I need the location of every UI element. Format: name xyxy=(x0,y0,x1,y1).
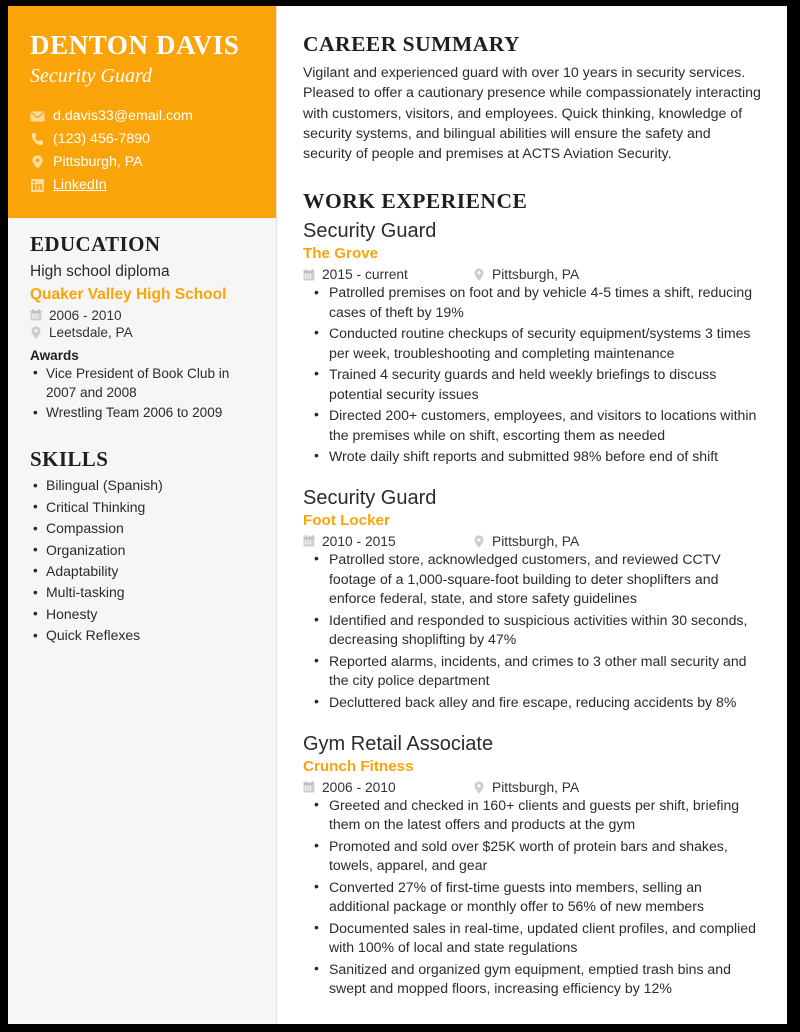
education-location-row xyxy=(30,325,254,340)
sidebar-header xyxy=(8,6,276,218)
contact-location xyxy=(30,152,254,173)
list-item: • Promoted and sold over $25K worth of protein bars and shakes, towels, apparel, and gear xyxy=(303,837,761,876)
job-location-item xyxy=(473,267,579,282)
location-pin-icon xyxy=(473,268,485,281)
location-pin-icon xyxy=(473,781,485,794)
main-content xyxy=(277,6,787,1024)
list-item: • Conducted routine checkups of security equipment/systems 3 times per week, troubleshooting and completing maintenance xyxy=(303,324,761,363)
email-icon xyxy=(30,111,45,122)
sidebar xyxy=(8,6,277,1024)
candidate-name: DENTON DAVIS xyxy=(30,30,240,60)
career-summary-section xyxy=(303,32,761,164)
location-pin-icon xyxy=(30,155,45,169)
linkedin-icon xyxy=(30,179,45,192)
list-item: • Decluttered back alley and fire escape, reducing accidents by 8% xyxy=(303,693,761,713)
job-entry xyxy=(303,218,761,466)
job-role: Security Guard xyxy=(303,487,437,510)
list-item: • Bilingual (Spanish) xyxy=(30,476,254,496)
education-location: Leetsdale, PA xyxy=(49,324,133,340)
career-summary-heading: CAREER SUMMARY xyxy=(303,32,521,56)
job-role: Security Guard xyxy=(303,220,437,243)
list-item: • Honesty xyxy=(30,605,254,625)
job-bullets xyxy=(303,796,761,999)
list-item: • Sanitized and organized gym equipment, emptied trash bins and swept and mopped floors, increasing efficiency by 12% xyxy=(303,960,761,999)
resume-page xyxy=(8,6,787,1024)
calendar-icon xyxy=(30,309,42,321)
sidebar-body xyxy=(8,218,276,1024)
education-dates: 2006 - 2010 xyxy=(49,307,122,323)
job-dates: 2015 - current xyxy=(322,267,408,282)
job-company: Crunch Fitness xyxy=(303,758,414,776)
job-location-item xyxy=(473,780,579,795)
calendar-icon xyxy=(303,269,315,281)
work-experience-heading: WORK EXPERIENCE xyxy=(303,189,528,214)
list-item: • Patrolled premises on foot and by vehicle 4-5 times a shift, reducing cases of theft by 19% xyxy=(303,283,761,322)
skills-list xyxy=(30,476,254,646)
skills-heading: SKILLS xyxy=(30,447,109,472)
job-company: Foot Locker xyxy=(303,512,390,530)
education-dates-row xyxy=(30,308,254,323)
list-item: • Organization xyxy=(30,541,254,561)
job-company: The Grove xyxy=(303,245,379,263)
list-item: • Wrote daily shift reports and submitted 98% before end of shift xyxy=(303,447,761,467)
job-role: Gym Retail Associate xyxy=(303,733,494,756)
education-heading: EDUCATION xyxy=(30,232,161,257)
list-item: • Reported alarms, incidents, and crimes to 3 other mall security and the city police department xyxy=(303,652,761,691)
list-item: • Adaptability xyxy=(30,562,254,582)
list-item: • Critical Thinking xyxy=(30,498,254,518)
job-meta xyxy=(303,780,761,795)
awards-list xyxy=(30,364,254,423)
job-entry xyxy=(303,485,761,712)
contact-phone xyxy=(30,129,254,150)
calendar-icon xyxy=(303,535,315,547)
work-experience-section xyxy=(303,189,761,998)
education-section xyxy=(30,232,254,422)
contact-email xyxy=(30,106,254,127)
list-item: • Multi-tasking xyxy=(30,583,254,603)
list-item: • Wrestling Team 2006 to 2009 xyxy=(30,403,254,422)
education-school: Quaker Valley High School xyxy=(30,285,227,303)
list-item: • Converted 27% of first-time guests into members, selling an additional package or monthly offer to 56% of new members xyxy=(303,878,761,917)
contact-linkedin[interactable] xyxy=(30,175,254,196)
contact-email-text: d.davis33@email.com xyxy=(53,107,193,124)
job-meta xyxy=(303,267,761,282)
list-item: • Trained 4 security guards and held weekly briefings to discuss potential security issues xyxy=(303,365,761,404)
contact-linkedin-link[interactable]: LinkedIn xyxy=(53,177,107,194)
list-item: • Greeted and checked in 160+ clients and guests per shift, briefing them on the latest offers and products at the gym xyxy=(303,796,761,835)
list-item: • Compassion xyxy=(30,519,254,539)
contact-location-text: Pittsburgh, PA xyxy=(53,153,143,170)
skills-section xyxy=(30,447,254,646)
list-item: • Patrolled store, acknowledged customers, and reviewed CCTV footage of a 1,000-square-foot building to deter shoplifters and enforce federal, state, and store safety guidelines xyxy=(303,550,761,609)
location-pin-icon xyxy=(30,326,42,339)
job-bullets xyxy=(303,550,761,712)
list-item: • Quick Reflexes xyxy=(30,626,254,646)
list-item: • Directed 200+ customers, employees, and visitors to locations within the premises while on shift, escorting them as needed xyxy=(303,406,761,445)
job-location-item xyxy=(473,534,579,549)
job-meta xyxy=(303,534,761,549)
list-item: • Vice President of Book Club in 2007 and 2008 xyxy=(30,364,254,403)
job-location: Pittsburgh, PA xyxy=(492,779,580,795)
job-dates: 2010 - 2015 xyxy=(322,533,396,549)
job-dates-item xyxy=(303,534,473,549)
job-location: Pittsburgh, PA xyxy=(492,533,580,549)
awards-label: Awards xyxy=(30,347,79,363)
list-item: • Documented sales in real-time, updated client profiles, and complied with 100% of local and state regulations xyxy=(303,919,761,958)
career-summary-text: Vigilant and experienced guard with over 10 years in security services. Pleased to offer a cautionary presence while compassionately interacting with customers, visitors, and employees. Quick thinking, knowledge of security systems, and bilingual abilities will ensure the safety and security of people and premises at ACTS Aviation Security. xyxy=(303,65,761,163)
job-dates-item xyxy=(303,780,473,795)
candidate-job-title: Security Guard xyxy=(30,64,153,87)
contact-phone-text: (123) 456-7890 xyxy=(53,130,151,147)
job-location: Pittsburgh, PA xyxy=(492,267,580,282)
list-item: • Identified and responded to suspicious activities within 30 seconds, decreasing shoplifting by 47% xyxy=(303,611,761,650)
location-pin-icon xyxy=(473,535,485,548)
education-degree: High school diploma xyxy=(30,263,170,281)
job-entry xyxy=(303,731,761,999)
job-dates-item xyxy=(303,267,473,282)
job-dates: 2006 - 2010 xyxy=(322,779,396,795)
calendar-icon xyxy=(303,781,315,793)
phone-icon xyxy=(30,132,45,146)
job-bullets xyxy=(303,283,761,466)
contact-list xyxy=(30,106,254,196)
